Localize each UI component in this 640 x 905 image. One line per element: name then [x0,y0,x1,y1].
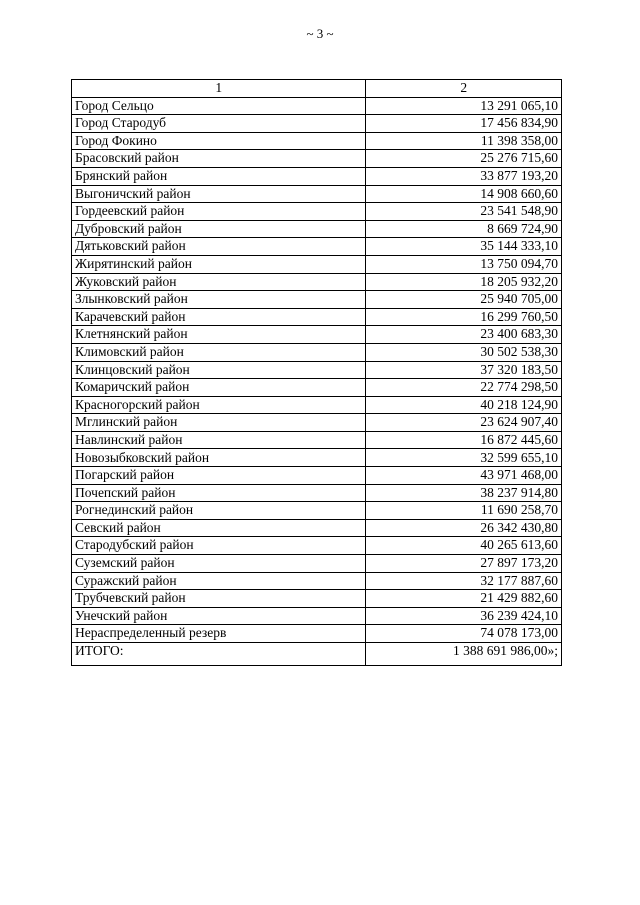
row-amount-cell: 23 541 548,90 [366,203,562,221]
table-row [72,150,562,168]
table-row [72,484,562,502]
table-row [72,555,562,573]
page-number: ~ 3 ~ [306,26,334,41]
row-amount-cell: 14 908 660,60 [366,185,562,203]
row-name-cell: Комаричский район [72,379,366,397]
row-name-cell: Выгоничский район [72,185,366,203]
table-row [72,414,562,432]
row-amount-cell: 26 342 430,80 [366,519,562,537]
row-amount-cell: 27 897 173,20 [366,555,562,573]
table-row [72,238,562,256]
table-row [72,625,562,643]
row-amount-cell: 25 276 715,60 [366,150,562,168]
row-name-cell: Город Сельцо [72,97,366,115]
row-amount-cell: 18 205 932,20 [366,273,562,291]
allocation-table [71,79,562,666]
row-name-cell: Брасовский район [72,150,366,168]
row-name-cell: Суземский район [72,555,366,573]
row-amount-cell: 11 398 358,00 [366,132,562,150]
row-amount-cell: 16 872 445,60 [366,431,562,449]
total-label: ИТОГО: [72,643,366,666]
table-row [72,220,562,238]
row-name-cell: Новозыбковский район [72,449,366,467]
row-amount-cell: 30 502 538,30 [366,343,562,361]
row-amount-cell: 37 320 183,50 [366,361,562,379]
row-amount-cell: 23 400 683,30 [366,326,562,344]
row-name-cell: Унечский район [72,607,366,625]
table-row [72,255,562,273]
row-name-cell: Жуковский район [72,273,366,291]
row-name-cell: Жирятинский район [72,255,366,273]
row-name-cell: Севский район [72,519,366,537]
row-name-cell: Трубчевский район [72,590,366,608]
row-amount-cell: 32 177 887,60 [366,572,562,590]
total-row [72,643,562,666]
table-row [72,308,562,326]
table-row [72,502,562,520]
table-row [72,97,562,115]
row-amount-cell: 16 299 760,50 [366,308,562,326]
row-amount-cell: 36 239 424,10 [366,607,562,625]
table-row [72,361,562,379]
row-amount-cell: 35 144 333,10 [366,238,562,256]
row-name-cell: Красногорский район [72,396,366,414]
table-row [72,572,562,590]
table-row [72,607,562,625]
table-row [72,115,562,133]
table-row [72,343,562,361]
row-amount-cell: 22 774 298,50 [366,379,562,397]
column-header: 2 [366,80,562,98]
row-amount-cell: 23 624 907,40 [366,414,562,432]
row-name-cell: Климовский район [72,343,366,361]
row-amount-cell: 11 690 258,70 [366,502,562,520]
table-row [72,431,562,449]
row-name-cell: Клетнянский район [72,326,366,344]
row-name-cell: Нераспределенный резерв [72,625,366,643]
row-name-cell: Город Фокино [72,132,366,150]
row-name-cell: Дятьковский район [72,238,366,256]
table-row [72,132,562,150]
table-row [72,167,562,185]
row-amount-cell: 17 456 834,90 [366,115,562,133]
row-name-cell: Навлинский район [72,431,366,449]
row-name-cell: Брянский район [72,167,366,185]
row-amount-cell: 8 669 724,90 [366,220,562,238]
table-row [72,291,562,309]
table-row [72,396,562,414]
row-name-cell: Суражский район [72,572,366,590]
row-amount-cell: 43 971 468,00 [366,467,562,485]
table-row [72,185,562,203]
table-row [72,467,562,485]
table-row [72,379,562,397]
table-row [72,203,562,221]
row-name-cell: Город Стародуб [72,115,366,133]
row-amount-cell: 74 078 173,00 [366,625,562,643]
table-header-row [72,80,562,98]
row-amount-cell: 32 599 655,10 [366,449,562,467]
row-name-cell: Клинцовский район [72,361,366,379]
row-amount-cell: 25 940 705,00 [366,291,562,309]
row-name-cell: Злынковский район [72,291,366,309]
table-row [72,519,562,537]
row-name-cell: Дубровский район [72,220,366,238]
row-name-cell: Карачевский район [72,308,366,326]
row-name-cell: Гордеевский район [72,203,366,221]
column-header: 1 [72,80,366,98]
table-row [72,326,562,344]
row-amount-cell: 13 291 065,10 [366,97,562,115]
table-row [72,449,562,467]
row-name-cell: Мглинский район [72,414,366,432]
row-amount-cell: 13 750 094,70 [366,255,562,273]
row-amount-cell: 40 265 613,60 [366,537,562,555]
table-row [72,537,562,555]
row-name-cell: Рогнединский район [72,502,366,520]
table-row [72,590,562,608]
row-amount-cell: 40 218 124,90 [366,396,562,414]
table-row [72,273,562,291]
row-name-cell: Стародубский район [72,537,366,555]
row-amount-cell: 38 237 914,80 [366,484,562,502]
row-amount-cell: 21 429 882,60 [366,590,562,608]
row-name-cell: Погарский район [72,467,366,485]
row-name-cell: Почепский район [72,484,366,502]
total-value: 1 388 691 986,00»; [366,643,562,666]
row-amount-cell: 33 877 193,20 [366,167,562,185]
